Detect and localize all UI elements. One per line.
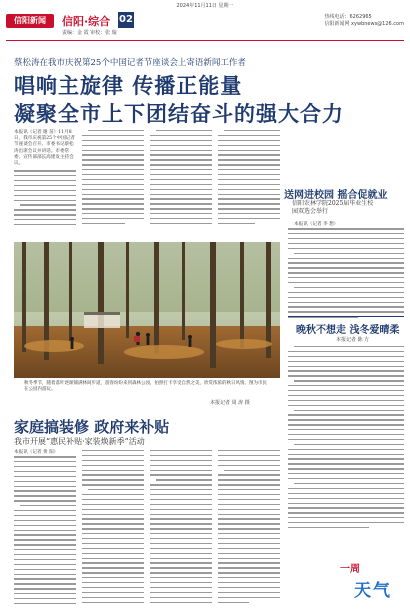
story1-headline-line2: 凝聚全市上下团结奋斗的强大合力 — [14, 101, 344, 126]
contact-info — [324, 14, 404, 28]
story2-col2 — [82, 450, 144, 607]
masthead — [6, 10, 404, 41]
story3-body — [288, 222, 404, 321]
story1-col4 — [218, 130, 280, 228]
weekly-weather-box — [340, 560, 404, 602]
story4-headline: 晚秋不想走 浅冬爱晴柔 — [296, 325, 400, 336]
story2-col4 — [218, 450, 280, 607]
story3-byline: 本报讯（记者 李 想） — [294, 222, 339, 227]
forest-park-photo — [14, 242, 280, 378]
story2-col3 — [150, 450, 212, 607]
story4-body — [288, 346, 404, 532]
story3-subhead-line1: 信阳农林学院2025届毕业生校 — [292, 200, 374, 207]
story3-headline: 送网进校园 摇合促就业 — [284, 190, 388, 201]
story2-headline: 家庭搞装修 政府来补贴 — [14, 418, 170, 436]
editors-line: 责编：金 霞 审校：张 璇 — [62, 30, 117, 36]
contact-email: 信阳新闻网 xywbnews@126.com — [324, 21, 404, 27]
story3-subhead — [292, 200, 373, 216]
photo-caption: 秋冬季节，随着落叶逐渐铺满林间步道，游客纷纷来到森林公园，拍照打卡享受自然之美，欣赏浓浓的秋日风情。图为市民在公园内游玩。 — [24, 381, 267, 392]
page-number: 02 — [118, 12, 134, 28]
newspaper-logo: 信阳新闻 — [6, 14, 54, 28]
story3-subhead-line2: 园双选会举行 — [292, 208, 329, 215]
story1-col3 — [150, 130, 212, 228]
divider-rule — [288, 316, 404, 317]
story1-headline-line1: 唱响主旋律 传播正能量 — [14, 73, 243, 98]
story2-subhead: 我市开展“惠民补贴·家装焕新季”活动 — [14, 437, 145, 446]
story1-col1 — [14, 130, 76, 229]
date-line: 2024年11月11日 星期一 — [176, 3, 234, 9]
story2-col1 — [14, 450, 76, 608]
weather-label-main: 天气 — [354, 581, 392, 601]
story4-byline: 本报记者 陈 方 — [336, 337, 370, 343]
weather-label-top: 一周 — [340, 564, 360, 575]
contact-hotline: 热线电话：6262965 — [324, 14, 372, 20]
story2-byline: 本报讯（记者 黄 阳） — [14, 450, 59, 455]
section-title: 信阳·综合 — [62, 15, 111, 28]
photo-credit: 本报记者 周 涛 摄 — [210, 400, 250, 406]
story1-col2 — [82, 130, 144, 228]
story1-kicker: 蔡松涛在我市庆祝第25个中国记者节座谈会上寄语新闻工作者 — [14, 58, 246, 68]
story1-lead: 11月8日，我市庆祝第25个中国记者节座谈会召开。市委书记蔡松涛出席会议并讲话。市委常委、宣传部部长高建发主持会议。 — [14, 130, 75, 167]
story1-byline: 本报讯（记者 谢 苗） — [14, 130, 59, 135]
